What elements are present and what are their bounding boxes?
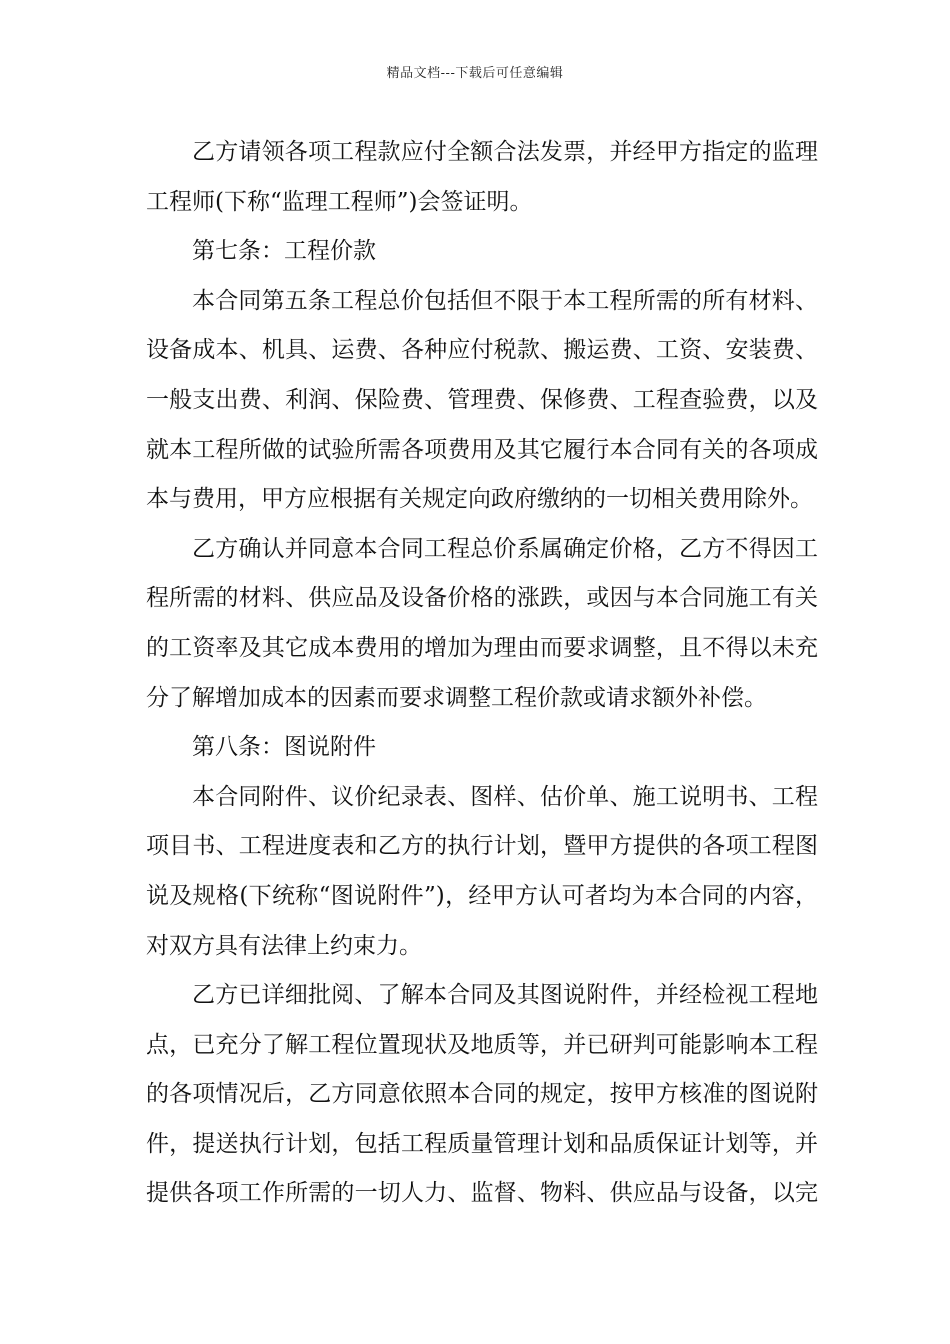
paragraph-line: 件，提送执行计划，包括工程质量管理计划和品质保证计划等，并 <box>146 1130 818 1157</box>
paragraph-line: 说及规格(下统称“图说附件”)，经甲方认可者均为本合同的内容， <box>146 882 818 909</box>
page-header: 精品文档---下载后可任意编辑 <box>386 66 564 81</box>
paragraph-line: 项目书、工程进度表和乙方的执行计划，暨甲方提供的各项工程图 <box>146 833 818 860</box>
paragraph-line: 就本工程所做的试验所需各项费用及其它履行本合同有关的各项成 <box>146 436 818 463</box>
document-body <box>146 128 818 1219</box>
paragraph-line: 程所需的材料、供应品及设备价格的涨跌，或因与本合同施工有关 <box>146 585 818 612</box>
paragraph-line: 提供各项工作所需的一切人力、监督、物料、供应品与设备，以完 <box>146 1180 818 1207</box>
paragraph-line: 工程师(下称“监理工程师”)会签证明。 <box>146 188 533 215</box>
paragraph-line: 的工资率及其它成本费用的增加为理由而要求调整，且不得以未充 <box>146 634 818 661</box>
paragraph-line: 的各项情况后，乙方同意依照本合同的规定，按甲方核准的图说附 <box>146 1081 818 1108</box>
paragraph-line: 分了解增加成本的因素而要求调整工程价款或请求额外补偿。 <box>146 684 767 711</box>
section-heading: 第七条：工程价款 <box>192 238 376 265</box>
paragraph-line: 一般支出费、利润、保险费、管理费、保修费、工程查验费，以及 <box>146 386 818 413</box>
paragraph-line: 本合同第五条工程总价包括但不限于本工程所需的所有材料、 <box>192 287 818 314</box>
paragraph-line: 点，已充分了解工程位置现状及地质等，并已研判可能影响本工程 <box>146 1031 818 1058</box>
paragraph-line: 乙方请领各项工程款应付全额合法发票，并经甲方指定的监理 <box>192 139 818 165</box>
section-heading: 第八条：图说附件 <box>192 734 376 761</box>
paragraph-line: 乙方已详细批阅、了解本合同及其图说附件，并经检视工程地 <box>192 982 818 1009</box>
paragraph-line: 乙方确认并同意本合同工程总价系属确定价格，乙方不得因工 <box>192 535 818 562</box>
paragraph-line: 对双方具有法律上约束力。 <box>146 932 422 959</box>
paragraph-line: 本合同附件、议价纪录表、图样、估价单、施工说明书、工程 <box>192 783 818 810</box>
paragraph-line: 本与费用，甲方应根据有关规定向政府缴纳的一切相关费用除外。 <box>146 486 813 513</box>
paragraph-line: 设备成本、机具、运费、各种应付税款、搬运费、工资、安装费、 <box>146 337 818 364</box>
